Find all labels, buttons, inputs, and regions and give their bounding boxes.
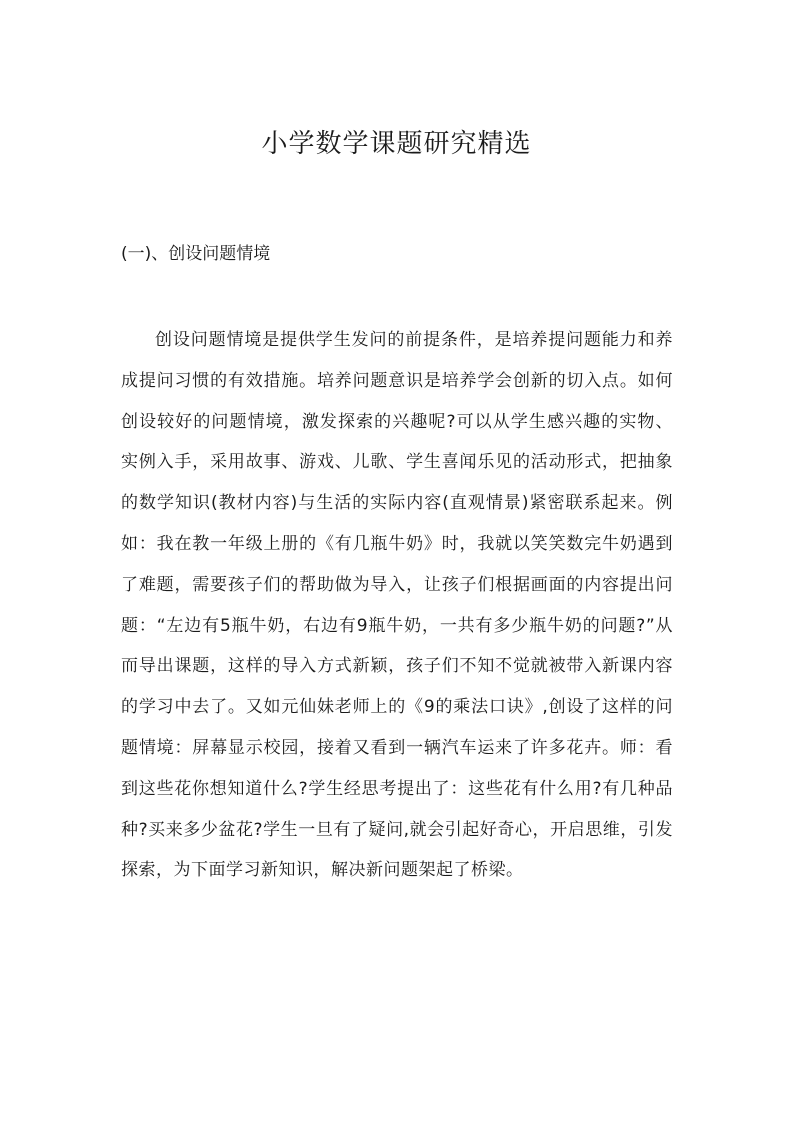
section-heading: (一)、创设问题情境 <box>121 244 271 264</box>
body-paragraph: 创设问题情境是提供学生发问的前提条件，是培养提问题能力和养成提问习惯的有效措施。培养问题意识是培养学会创新的切入点。如何创设较好的问题情境，激发探索的兴趣呢?可以从学生感兴趣的实物、实例入手，采用故事、游戏、儿歌、学生喜闻乐见的活动形式，把抽象的数学知识(教材内容)与生活的实际内容(直观情景)紧密联系起来。例如：我在教一年级上册的《有几瓶牛奶》时，我就以笑笑数完牛奶遇到了难题，需要孩子们的帮助做为导入，让孩子们根据画面的内容提出问题：“左边有5瓶牛奶，右边有9瓶牛奶，一共有多少瓶牛奶的问题?”从而导出课题，这样的导入方式新颖，孩子们不知不觉就被带入新课内容的学习中去了。又如元仙妹老师上的《9的乘法口诀》,创设了这样的问题情境：屏幕显示校园，接着又看到一辆汽车运来了许多花卉。师：看到这些花你想知道什么?学生经思考提出了：这些花有什么用?有几种品种?买来多少盆花?学生一旦有了疑问,就会引起好奇心，开启思维，引发探索，为下面学习新知识，解决新问题架起了桥梁。 <box>121 330 673 881</box>
document-title: 小学数学课题研究精选 <box>261 129 532 159</box>
